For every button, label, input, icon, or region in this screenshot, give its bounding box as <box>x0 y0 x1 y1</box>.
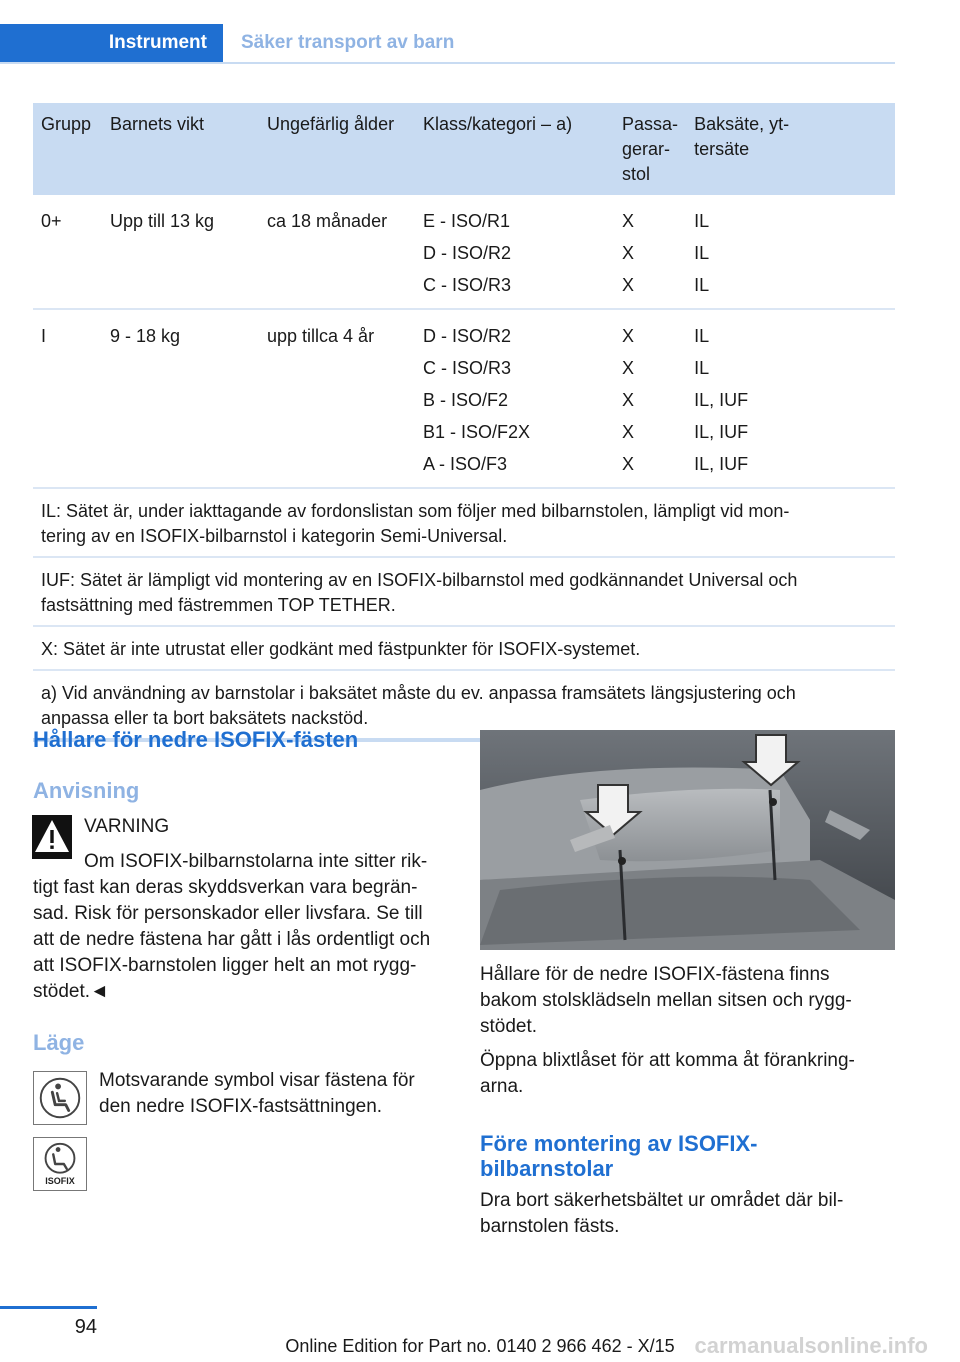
cell-rear <box>686 195 895 309</box>
header-tab-section[interactable]: Säker transport av barn <box>241 32 455 53</box>
passenger-value: X <box>622 358 635 378</box>
class-line: C - ISO/R3 <box>423 275 512 295</box>
caption-paragraph-1: Hållare för de nedre ISOFIX-fästena finns bakom stolsklädseln mellan sitsen och rygg- stödet. <box>480 964 852 1037</box>
class-line: D - ISO/R2 <box>423 243 512 263</box>
page-number: 94 <box>74 1316 97 1338</box>
footer-edition: Online Edition for Part no. 0140 2 966 462 - X/15 <box>285 1336 675 1356</box>
cell-classes <box>415 309 614 488</box>
isofix-label-symbol <box>33 1137 87 1191</box>
class-line: C - ISO/R3 <box>423 358 512 378</box>
passenger-value: X <box>622 454 635 474</box>
note-x: X: Sätet är inte utrustat eller godkänt med fästpunkter för ISOFIX-systemet. <box>33 626 895 670</box>
table-note-row <box>33 626 895 670</box>
warning-text-rest: tigt fast kan deras skyddsverkan vara begrän- sad. Risk för personskador eller livsfara. Se till att de nedre fästena har gått i lås ordentligt och att ISOFIX-barnstolen ligger helt an mot rygg- stödet.◄ <box>33 877 431 1002</box>
col-header-group: Grupp <box>33 103 102 195</box>
header-tab-instrument[interactable]: Instrument <box>0 24 223 62</box>
watermark: carmanualsonline.info <box>694 1333 928 1358</box>
caption-paragraph-2: Öppna blixtlåset för att komma åt förankring- arna. <box>480 1050 855 1097</box>
photo-caption <box>480 962 895 1108</box>
page-header <box>0 24 895 64</box>
cell-passenger <box>614 195 686 309</box>
rear-value: IL <box>694 358 710 378</box>
col-header-age: Ungefärlig ålder <box>259 103 415 195</box>
cell-age: upp tillca 4 år <box>259 309 415 488</box>
subheading-before-mounting: Före montering av ISOFIX- bilbarnstolar <box>480 1131 758 1181</box>
rear-value: IL <box>694 243 710 263</box>
rear-value: IL, IUF <box>694 390 749 410</box>
subheading-note: Anvisning <box>33 778 140 803</box>
passenger-value: X <box>622 390 635 410</box>
passenger-value: X <box>622 422 635 442</box>
passenger-value: X <box>622 275 635 295</box>
passenger-value: X <box>622 211 635 231</box>
note-il: IL: Sätet är, under iakttagande av fordonslistan som följer med bilbarnstolen, lämpligt vid mon- tering av en ISOFIX-bilbarnstol i kategorin Semi-Universal. <box>33 488 895 557</box>
note-a: a) Vid användning av barnstolar i baksätet måste du ev. anpassa framsätets längsjustering och anpassa eller ta bort baksätets nackstöd. <box>33 670 895 740</box>
cell-age: ca 18 månader <box>259 195 415 309</box>
class-line: A - ISO/F3 <box>423 454 508 474</box>
cell-rear <box>686 309 895 488</box>
col-header-class: Klass/kategori – a) <box>415 103 614 195</box>
col-header-rear: Baksäte, yt- tersäte <box>686 103 895 195</box>
table-header-row <box>33 103 895 195</box>
subheading-position: Läge <box>33 1030 85 1055</box>
isofix-label-text: ISOFIX <box>45 1176 75 1186</box>
cell-group: I <box>33 309 102 488</box>
cell-group: 0+ <box>33 195 102 309</box>
rear-seat-photo <box>480 730 895 950</box>
rear-value: IL <box>694 326 710 346</box>
rear-value: IL <box>694 211 710 231</box>
cell-classes <box>415 195 614 309</box>
symbol-description: Motsvarande symbol visar fästena för den nedre ISOFIX-fastsättningen. <box>99 1070 415 1117</box>
section-heading: Hållare för nedre ISOFIX-fästen <box>33 727 359 752</box>
table-note-row <box>33 488 895 557</box>
rear-value: IL, IUF <box>694 454 749 474</box>
warning-text-first: Om ISOFIX-bilbarnstolarna inte sitter rik- <box>84 851 428 872</box>
cell-weight: 9 - 18 kg <box>102 309 259 488</box>
isofix-table <box>33 103 895 742</box>
rear-value: IL <box>694 275 710 295</box>
table-note-row <box>33 557 895 626</box>
table-row <box>33 195 895 309</box>
passenger-value: X <box>622 326 635 346</box>
warning-text <box>33 849 453 1005</box>
class-line: B1 - ISO/F2X <box>423 422 531 442</box>
cell-weight: Upp till 13 kg <box>102 195 259 309</box>
warning-label: VARNING <box>84 816 170 837</box>
cell-passenger <box>614 309 686 488</box>
class-line: D - ISO/R2 <box>423 326 512 346</box>
col-header-weight: Barnets vikt <box>102 103 259 195</box>
passenger-value: X <box>622 243 635 263</box>
class-line: E - ISO/R1 <box>423 211 511 231</box>
class-line: B - ISO/F2 <box>423 390 509 410</box>
rear-value: IL, IUF <box>694 422 749 442</box>
col-header-passenger: Passa- gerar- stol <box>614 103 686 195</box>
note-iuf: IUF: Sätet är lämpligt vid montering av en ISOFIX-bilbarnstol med godkännandet Universal och fastsättning med fästremmen TOP TETHER. <box>33 557 895 626</box>
isofix-seat-symbol-icon <box>33 1071 87 1125</box>
before-mounting-text: Dra bort säkerhetsbältet ur området där bil- barnstolen fästs. <box>480 1190 844 1237</box>
table-row <box>33 309 895 488</box>
footer-rule <box>0 1306 97 1309</box>
